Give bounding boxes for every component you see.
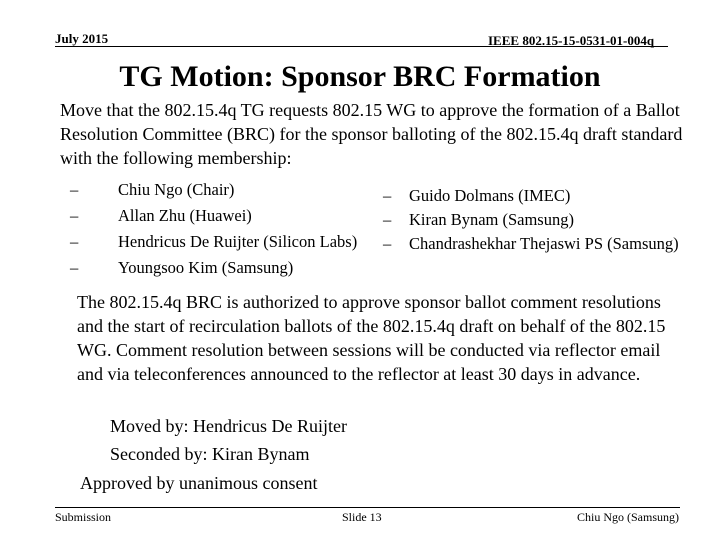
list-dash: – (383, 234, 392, 253)
list-item (70, 203, 357, 229)
header-date: July 2015 (55, 31, 109, 46)
list-item (70, 177, 357, 203)
seconded-by: Seconded by: Kiran Bynam (110, 444, 310, 464)
list-item (70, 255, 357, 281)
list-dash: – (70, 258, 79, 277)
motion-result: Approved by unanimous consent (80, 473, 318, 493)
list-dash: – (383, 210, 392, 229)
member-name: Hendricus De Ruijter (Silicon Labs) (118, 232, 358, 251)
member-name: Allan Zhu (Huawei) (118, 206, 252, 225)
member-name: Youngsoo Kim (Samsung) (118, 258, 294, 277)
footer-submission: Submission (55, 510, 112, 524)
motion-text: Move that the 802.15.4q TG requests 802.15 WG to approve the formation of a Ballot Resolution Committee (BRC) for the sponsor balloting of the 802.15.4q draft standard with the following membership: (60, 100, 683, 168)
header-document-id: IEEE 802.15-15-0531-01-004q (488, 33, 655, 48)
list-item (383, 184, 679, 208)
footer-divider (55, 507, 680, 508)
member-name: Kiran Bynam (Samsung) (409, 210, 574, 229)
header-divider (55, 46, 668, 47)
list-item (383, 232, 679, 256)
slide-title: TG Motion: Sponsor BRC Formation (119, 60, 601, 93)
list-dash: – (70, 232, 79, 251)
list-dash: – (383, 186, 392, 205)
list-dash: – (70, 180, 79, 199)
members-right-list (383, 184, 679, 256)
member-name: Chiu Ngo (Chair) (118, 180, 235, 199)
member-name: Guido Dolmans (IMEC) (409, 186, 571, 205)
moved-by: Moved by: Hendricus De Ruijter (110, 416, 347, 436)
member-name: Chandrashekhar Thejaswi PS (Samsung) (409, 234, 679, 253)
authorization-text: The 802.15.4q BRC is authorized to approve sponsor ballot comment resolutions and the start of recirculation ballots of the 802.15.4q draft on behalf of the 802.15 WG. Comment resolution between sessions will be conducted via reflector email and via teleconferences announced to the reflector at least 30 days in advance. (77, 292, 666, 384)
footer-author: Chiu Ngo (Samsung) (577, 510, 679, 524)
members-left-list (70, 177, 357, 281)
list-dash: – (70, 206, 79, 225)
list-item (383, 208, 679, 232)
list-item (70, 229, 357, 255)
slide-number: Slide 13 (342, 510, 382, 524)
